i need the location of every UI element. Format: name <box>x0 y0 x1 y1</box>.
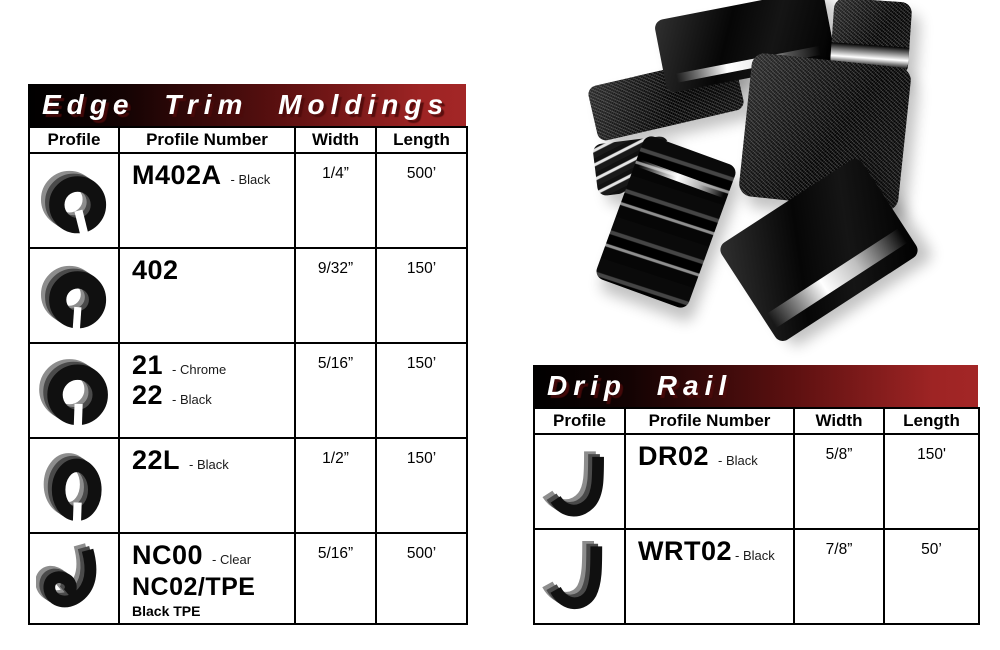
product-cell <box>119 248 295 343</box>
m402a-profile-icon <box>36 161 112 245</box>
product-number: 402 <box>132 255 179 285</box>
header-width: Width <box>295 127 376 153</box>
width-cell: 5/16” <box>295 343 376 438</box>
product-number: 21 <box>132 350 164 380</box>
drip-rail-banner <box>533 365 978 407</box>
402-profile-icon <box>36 256 112 340</box>
product-color-note: - Black <box>718 453 758 468</box>
product-cell <box>625 434 794 529</box>
header-width: Width <box>794 408 884 434</box>
product-color-note: - Black <box>172 392 212 408</box>
product-cell <box>119 153 295 248</box>
table-row-nc <box>29 533 467 624</box>
drip-rail-section <box>533 365 978 625</box>
product-number: 22 <box>132 380 164 411</box>
product-number: M402A <box>132 160 222 190</box>
length-cell: 150' <box>884 434 979 529</box>
product-number: 22L <box>132 445 181 475</box>
profile-cell <box>29 533 119 624</box>
product-color-note: - Black <box>230 172 271 187</box>
product-color-note: - Clear <box>212 552 252 567</box>
length-cell: 150’ <box>376 343 467 438</box>
profile-cell <box>29 153 119 248</box>
product-color-note: - Black <box>735 548 775 563</box>
product-number: NC02/TPE <box>132 573 256 602</box>
table-row-402 <box>29 248 467 343</box>
product-color-note: - Black <box>189 457 229 472</box>
header-length: Length <box>376 127 467 153</box>
length-cell: 500’ <box>376 533 467 624</box>
profile-cell <box>29 438 119 533</box>
table-row-wrt02 <box>534 529 979 624</box>
product-number: WRT02 <box>638 536 733 566</box>
header-profile: Profile <box>534 408 625 434</box>
product-material-note: Black TPE <box>132 602 201 619</box>
product-photo <box>527 0 993 348</box>
product-cell <box>625 529 794 624</box>
header-profile-number: Profile Number <box>625 408 794 434</box>
edge-trim-moldings-section <box>28 84 466 625</box>
table-row-22l <box>29 438 467 533</box>
edge-trim-header-row <box>29 127 467 153</box>
dr02-profile-icon <box>542 442 618 526</box>
22l-profile-icon <box>36 446 112 530</box>
edge-trim-banner <box>28 84 466 126</box>
width-cell: 9/32” <box>295 248 376 343</box>
width-cell: 5/16” <box>295 533 376 624</box>
product-color-note: - Chrome <box>172 362 227 377</box>
product-cell <box>119 438 295 533</box>
width-cell: 7/8” <box>794 529 884 624</box>
21-22-profile-icon <box>36 351 112 435</box>
product-cell <box>119 533 295 624</box>
drip-rail-table <box>533 407 980 625</box>
length-cell: 150’ <box>376 438 467 533</box>
table-row-dr02 <box>534 434 979 529</box>
header-length: Length <box>884 408 979 434</box>
edge-trim-title: Edge Trim Moldings <box>42 89 450 120</box>
nc-profile-icon <box>36 539 112 623</box>
table-row-m402a <box>29 153 467 248</box>
profile-cell <box>29 248 119 343</box>
wrt02-profile-icon <box>542 537 618 621</box>
drip-rail-title: Drip Rail <box>547 370 733 401</box>
product-cell <box>119 343 295 438</box>
profile-cell <box>29 343 119 438</box>
table-row-21-22 <box>29 343 467 438</box>
header-profile: Profile <box>29 127 119 153</box>
edge-trim-table <box>28 126 468 625</box>
profile-cell <box>534 434 625 529</box>
drip-rail-header-row <box>534 408 979 434</box>
width-cell: 1/2” <box>295 438 376 533</box>
product-number: NC00 <box>132 540 204 570</box>
width-cell: 1/4” <box>295 153 376 248</box>
header-profile-number: Profile Number <box>119 127 295 153</box>
product-number: DR02 <box>638 441 710 471</box>
length-cell: 150’ <box>376 248 467 343</box>
profile-cell <box>534 529 625 624</box>
width-cell: 5/8” <box>794 434 884 529</box>
length-cell: 500’ <box>376 153 467 248</box>
length-cell: 50’ <box>884 529 979 624</box>
